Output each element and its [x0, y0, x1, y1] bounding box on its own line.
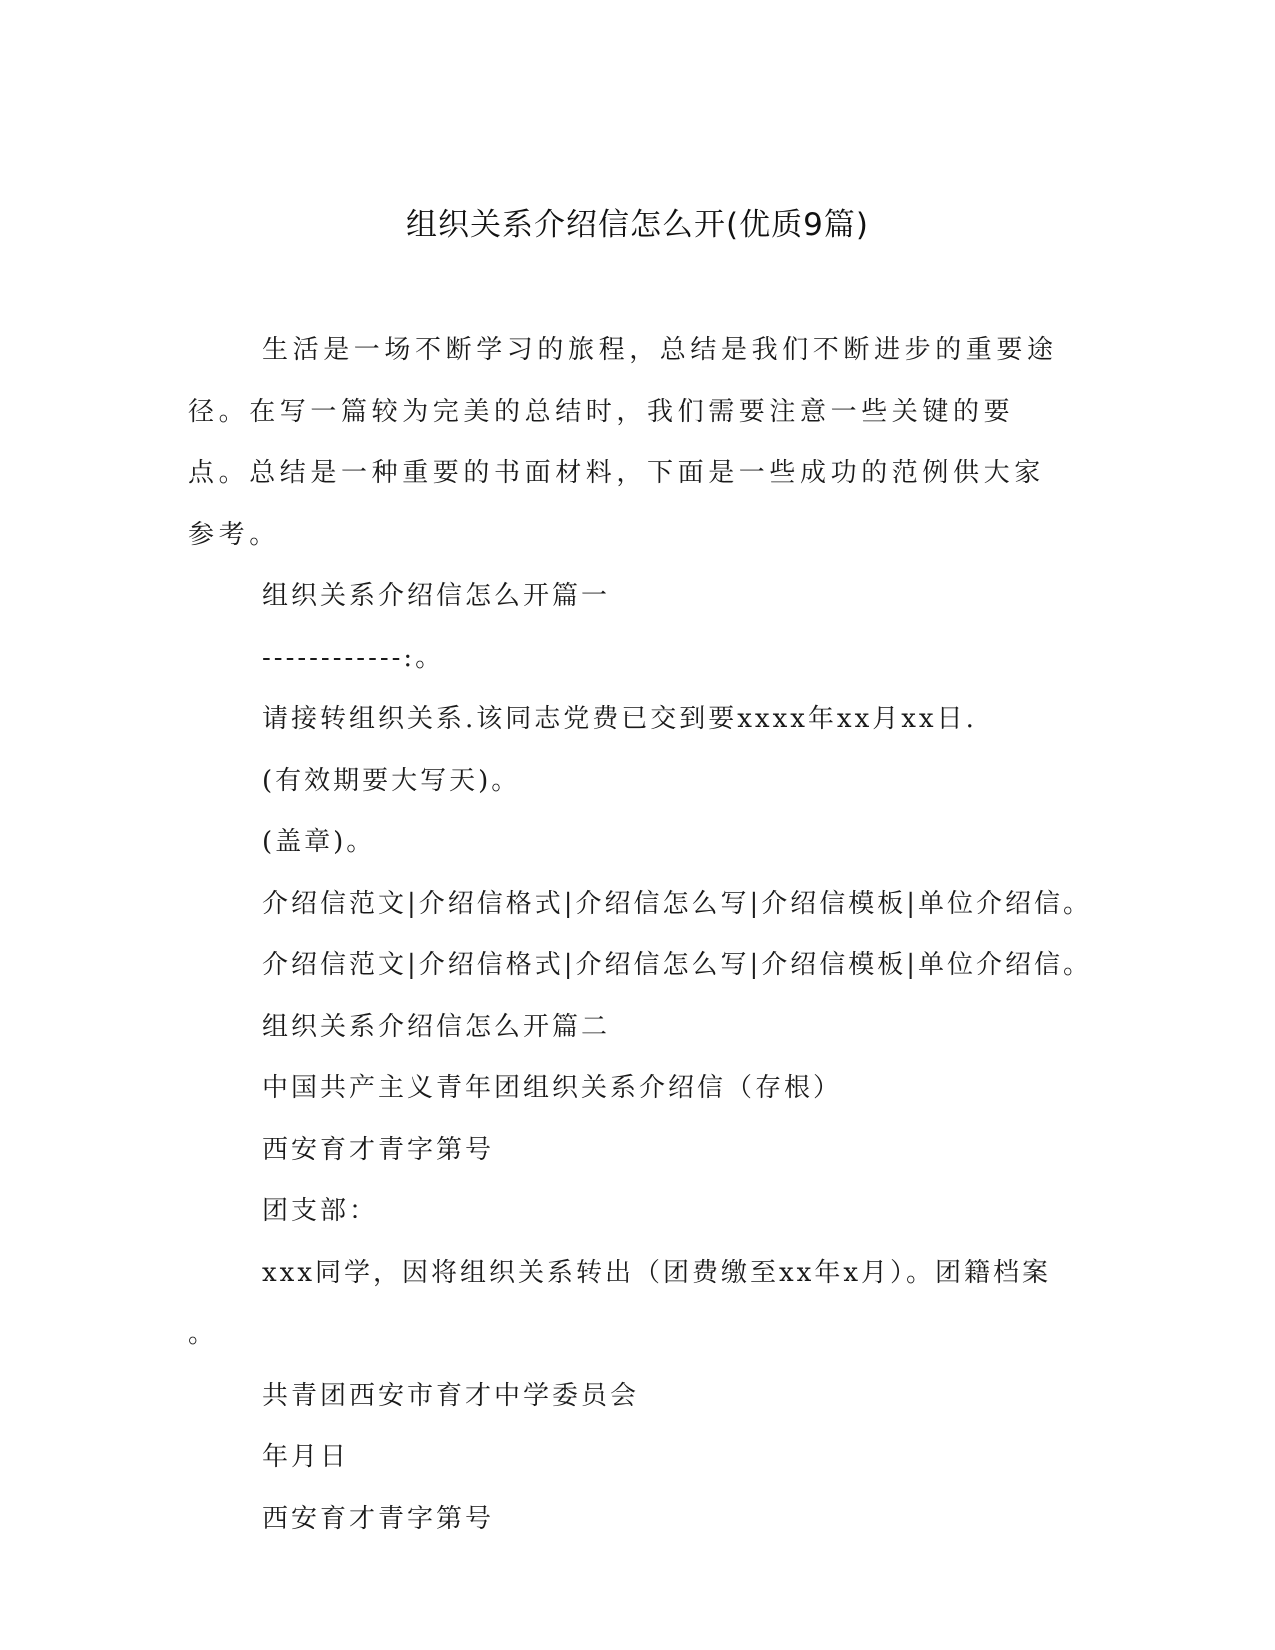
transfer-request-line: 请接转组织关系.该同志党费已交到要xxxx年xx月xx日. [262, 704, 977, 734]
seal-line: (盖章)。 [262, 827, 376, 857]
letter-title-line: 中国共产主义青年团组织关系介绍信（存根） [262, 1073, 843, 1103]
section-heading-2: 组织关系介绍信怎么开篇二 [262, 1011, 611, 1042]
reference-number-line: 西安育才青字第号 [262, 1503, 495, 1534]
intro-paragraph: 生活是一场不断学习的旅程，总结是我们不断进步的重要途径。在写一篇较为完美的总结时，我们需要注意一些关键的要点。总结是一种重要的书面材料，下面是一些成功的范例供大家参考。 [188, 335, 1058, 550]
committee-line: 共青团西安市育才中学委员会 [262, 1380, 640, 1411]
keywords-line: 介绍信范文|介绍信格式|介绍信怎么写|介绍信模板|单位介绍信。 [262, 950, 1093, 980]
blank-line: ------------:。 [262, 642, 445, 673]
section-heading-1: 组织关系介绍信怎么开篇一 [262, 581, 611, 611]
branch-line: 团支部： [262, 1196, 379, 1226]
student-line-tail: 。 [188, 1319, 218, 1349]
date-line: 年月日 [262, 1442, 350, 1472]
reference-number-line: 西安育才青字第号 [262, 1134, 495, 1165]
student-line: xxx同学，因将组织关系转出（团费缴至xx年x月）。团籍档案 [262, 1257, 1051, 1288]
validity-line: (有效期要大写天)。 [262, 765, 521, 796]
document-title: 组织关系介绍信怎么开(优质9篇) [406, 207, 869, 243]
document-body [188, 320, 1093, 1550]
keywords-line: 介绍信范文|介绍信格式|介绍信怎么写|介绍信模板|单位介绍信。 [262, 888, 1093, 919]
